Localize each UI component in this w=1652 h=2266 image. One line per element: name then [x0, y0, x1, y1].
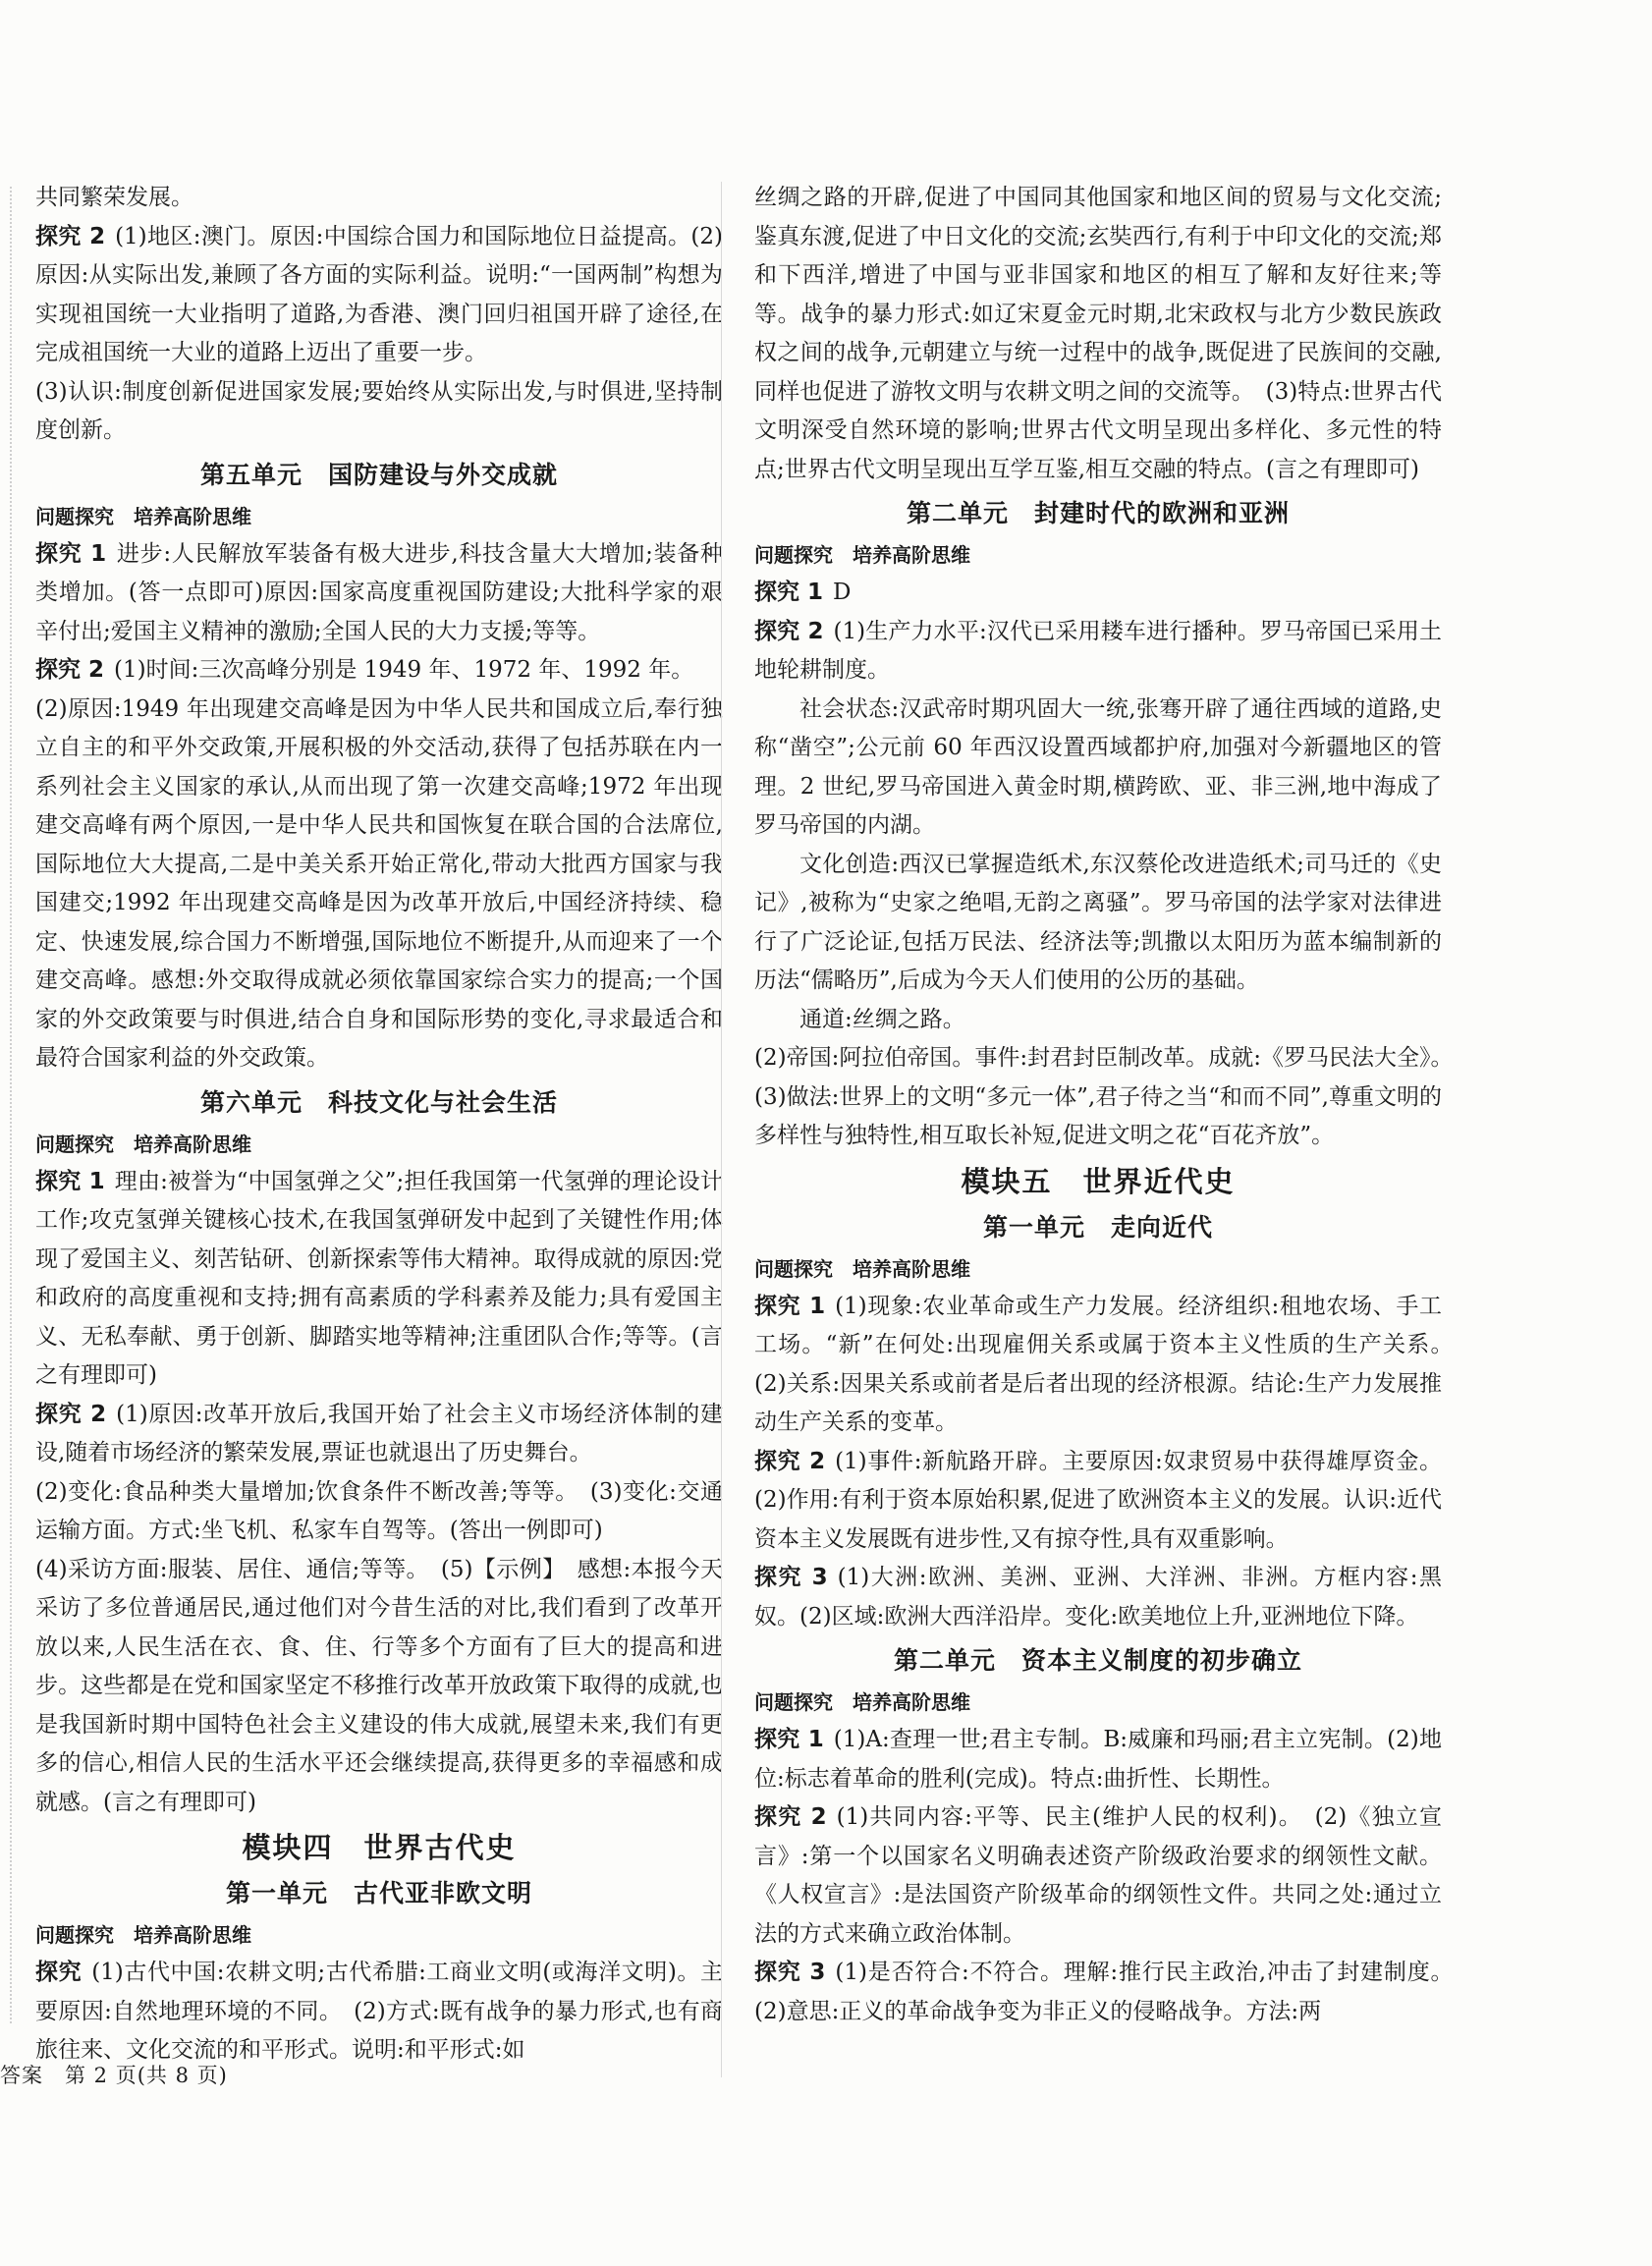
- left-column: [35, 179, 723, 2071]
- question-answer: [754, 574, 1442, 613]
- unit-heading: 第一单元 古代亚非欧文明: [225, 1879, 532, 1907]
- unit-heading: 第六单元 科技文化与社会生活: [199, 1087, 558, 1117]
- answer-text: 理由:被誉为“中国氢弹之父”;担任我国第一代氢弹的理论设计工作;攻克氢弹关键核心技术,在我国氢弹研发中起到了关键性作用;体现了爱国主义、刻苦钻研、创新探索等伟大精神。取得成就的原因:党和政府的高度重视和支持;拥有高素质的学科素养及能力;具有爱国主义、无私奉献、勇于创新、脚踏实地等精神;注重团队合作;等等。(言之有理即可): [35, 1168, 723, 1388]
- answer-text: (1)A:查理一世;君主专制。B:威廉和玛丽;君主立宪制。(2)地位:标志着革命的胜利(完成)。特点:曲折性、长期性。: [754, 1727, 1442, 1792]
- answer-text: D: [833, 580, 852, 605]
- question-answer: [35, 1396, 723, 1473]
- unit-heading: 第二单元 资本主义制度的初步确立: [893, 1646, 1302, 1675]
- question-answer: [35, 535, 723, 652]
- question-label: 探究 2: [754, 1448, 826, 1474]
- question-answer: [35, 1954, 723, 2071]
- question-answer: [754, 1559, 1442, 1636]
- question-label: 探究 3: [754, 1960, 826, 1985]
- answer-text: (1)古代中国:农耕文明;古代希腊:工商业文明(或海洋文明)。主要原因:自然地理环境的不同。 (2)方式:既有战争的暴力形式,也有商旅往来、文化交流的和平形式。说明:和平形式:如: [35, 1960, 724, 2063]
- section-subheading: 问题探究 培养高阶思维: [754, 1690, 970, 1714]
- question-label: 探究 3: [754, 1565, 828, 1590]
- question-label: 探究 2: [35, 657, 105, 683]
- question-answer: [754, 1288, 1464, 1443]
- question-answer: [35, 218, 723, 373]
- section-subheading: 问题探究 培养高阶思维: [35, 1132, 251, 1156]
- answer-text: (1)时间:三次高峰分别是 1949 年、1972 年、1992 年。: [114, 657, 694, 683]
- answer-paragraph: (2)原因:1949 年出现建交高峰是因为中华人民共和国成立后,奉行独立自主的和平外交政策,开展积极的外交活动,获得了包括苏联在内一系列社会主义国家的承认,从而出现了第一次建交高峰;1972 年出现建交高峰有两个原因,一是中华人民共和国恢复在联合国的合法席位,国际地位大大提高,二是中美关系开始正常化,带动大批西方国家与我国建交;1992 年出现建交高峰是因为改革开放后,中国经济持续、稳定、快速发展,综合国力不断增强,国际地位不断提升,从而迎来了一个建交高峰。感想:外交取得成就必须依靠国家综合实力的提高;一个国家的外交政策要与时俱进,结合自身和国际形势的变化,寻求最适合和最符合国家利益的外交政策。: [35, 695, 723, 1071]
- answer-paragraph: 通道:丝绸之路。: [799, 1006, 965, 1032]
- answer-text: (1)是否符合:不符合。理解:推行民主政治,冲击了封建制度。 (2)意思:正义的革命战争变为非正义的侵略战争。方法:两: [754, 1960, 1464, 2024]
- section-subheading: 问题探究 培养高阶思维: [754, 543, 970, 567]
- answer-text: (1)大洲:欧洲、美洲、亚洲、大洋洲、非洲。方框内容:黑奴。(2)区域:欧洲大西洋沿岸。变化:欧美地位上升,亚洲地位下降。: [754, 1565, 1442, 1630]
- answer-paragraph: 丝绸之路的开辟,促进了中国同其他国家和地区间的贸易与文化交流;鉴真东渡,促进了中日文化的交流;玄奘西行,有利于中印文化的交流;郑和下西洋,增进了中国与亚非国家和地区的相互了解和友好往来;等等。战争的暴力形式:如辽宋夏金元时期,北宋政权与北方少数民族政权之间的战争,元朝建立与统一过程中的战争,既促进了民族间的交融,同样也促进了游牧文明与农耕文明之间的交流等。 (3)特点:世界古代文明深受自然环境的影响;世界古代文明呈现出多样化、多元性的特点;世界古代文明呈现出互学互鉴,相互交融的特点。(言之有理即可): [754, 185, 1442, 482]
- answer-paragraph: 文化创造:西汉已掌握造纸术,东汉蔡伦改进造纸术;司马迁的《史记》,被称为“史家之绝唱,无韵之离骚”。罗马帝国的法学家对法律进行了广泛论证,包括万民法、经济法等;凯撒以太阳历为蓝本编制新的历法“儒略历”,后成为今天人们使用的公历的基础。: [754, 851, 1442, 993]
- section-subheading: 问题探究 培养高阶思维: [754, 1256, 970, 1281]
- section-subheading: 问题探究 培养高阶思维: [35, 504, 251, 528]
- page-footer: 答案 第 2 页(共 8 页): [0, 2064, 228, 2087]
- question-label: 探究 2: [35, 223, 106, 249]
- question-label: 探究 2: [754, 618, 824, 644]
- question-answer: [754, 1721, 1442, 1798]
- question-label: 探究 1: [35, 1168, 105, 1194]
- question-label: 探究 1: [754, 1727, 824, 1752]
- right-column: [754, 179, 1464, 2031]
- answer-paragraph: 共同繁荣发展。: [35, 185, 193, 210]
- answer-paragraph: 社会状态:汉武帝时期巩固大一统,张骞开辟了通往西域的道路,史称“凿空”;公元前 60 年西汉设置西域都护府,加强对今新疆地区的管理。2 世纪,罗马帝国进入黄金时期,横跨欧、亚、非三洲,地中海成了罗马帝国的内湖。: [754, 695, 1442, 838]
- question-label: 探究 2: [754, 1804, 827, 1830]
- question-label: 探究 1: [754, 1293, 826, 1319]
- answer-text: 进步:人民解放军装备有极大进步,科技含量大大增加;装备种类增加。(答一点即可)原因:国家高度重视国防建设;大批科学家的艰辛付出;爱国主义精神的激励;全国人民的大力支援;等等。: [35, 540, 724, 644]
- unit-heading: 第五单元 国防建设与外交成就: [199, 460, 558, 489]
- question-label: 探究 2: [35, 1401, 107, 1427]
- answer-paragraph: (3)认识:制度创新促进国家发展;要始终从实际出发,与时俱进,坚持制度创新。: [35, 378, 723, 443]
- question-answer: [754, 1798, 1442, 1954]
- answer-text: (1)生产力水平:汉代已采用耧车进行播种。罗马帝国已采用土地轮耕制度。: [754, 618, 1442, 683]
- answer-paragraph: (2)帝国:阿拉伯帝国。事件:封君封臣制改革。成就:《罗马民法大全》。 (3)做法:世界上的文明“多元一体”,君子待之当“和而不同”,尊重文明的多样性与独特性,相互取长补短,促进文明之花“百花齐放”。: [754, 1045, 1464, 1148]
- question-label: 探究 1: [754, 580, 824, 605]
- answer-text: (1)事件:新航路开辟。主要原因:奴隶贸易中获得雄厚资金。(2)作用:有利于资本原始积累,促进了欧洲资本主义的发展。认识:近代资本主义发展既有进步性,又有掠夺性,具有双重影响。: [754, 1448, 1443, 1552]
- section-subheading: 问题探究 培养高阶思维: [35, 1923, 251, 1947]
- unit-heading: 第二单元 封建时代的欧洲和亚洲: [906, 499, 1290, 527]
- question-answer: [35, 1163, 723, 1396]
- question-answer: [754, 1954, 1464, 2031]
- binding-edge: [10, 187, 12, 2023]
- unit-heading: 第一单元 走向近代: [982, 1212, 1213, 1242]
- question-label: 探究 1: [35, 540, 107, 567]
- answer-paragraph: (4)采访方面:服装、居住、通信;等等。 (5)【示例】 感想:本报今天采访了多位普通居民,通过他们对今昔生活的对比,我们看到了改革开放以来,人民生活在衣、食、住、行等多个方面有了巨大的提高和进步。这些都是在党和国家坚定不移推行改革开放政策下取得的成就,也是我国新时期中国特色社会主义建设的伟大成就,展望未来,我们有更多的信心,相信人民的生活水平还会继续提高,获得更多的幸福感和成就感。(言之有理即可): [35, 1556, 723, 1815]
- answer-text: (1)地区:澳门。原因:中国综合国力和国际地位日益提高。(2)原因:从实际出发,兼顾了各方面的实际利益。说明:“一国两制”构想为实现祖国统一大业指明了道路,为香港、澳门回归祖国开辟了途径,在完成祖国统一大业的道路上迈出了重要一步。: [35, 223, 723, 365]
- question-answer: [35, 651, 723, 691]
- question-answer: [754, 1443, 1442, 1560]
- module-heading: 模块四 世界古代史: [242, 1831, 517, 1864]
- answer-text: (1)共同内容:平等、民主(维护人民的权利)。 (2)《独立宣言》:第一个以国家名义明确表述资产阶级政治要求的纲领性文献。《人权宣言》:是法国资产阶级革命的纲领性文件。共同之处:通过立法的方式来确立政治体制。: [754, 1804, 1442, 1947]
- column-divider: [721, 182, 722, 2077]
- answer-text: (1)原因:改革开放后,我国开始了社会主义市场经济体制的建设,随着市场经济的繁荣发展,票证也就退出了历史舞台。: [35, 1401, 724, 1465]
- answer-text: (1)现象:农业革命或生产力发展。经济组织:租地农场、手工工场。“新”在何处:出现雇佣关系或属于资本主义性质的生产关系。 (2)关系:因果关系或前者是后者出现的经济根源。结论:生产力发展推动生产关系的变革。: [754, 1293, 1464, 1435]
- question-answer: [754, 613, 1442, 691]
- module-heading: 模块五 世界近代史: [961, 1164, 1236, 1198]
- answer-paragraph: (2)变化:食品种类大量增加;饮食条件不断改善;等等。 (3)变化:交通运输方面。方式:坐飞机、私家车自驾等。(答出一例即可): [35, 1478, 723, 1543]
- question-label: 探究: [35, 1960, 83, 1985]
